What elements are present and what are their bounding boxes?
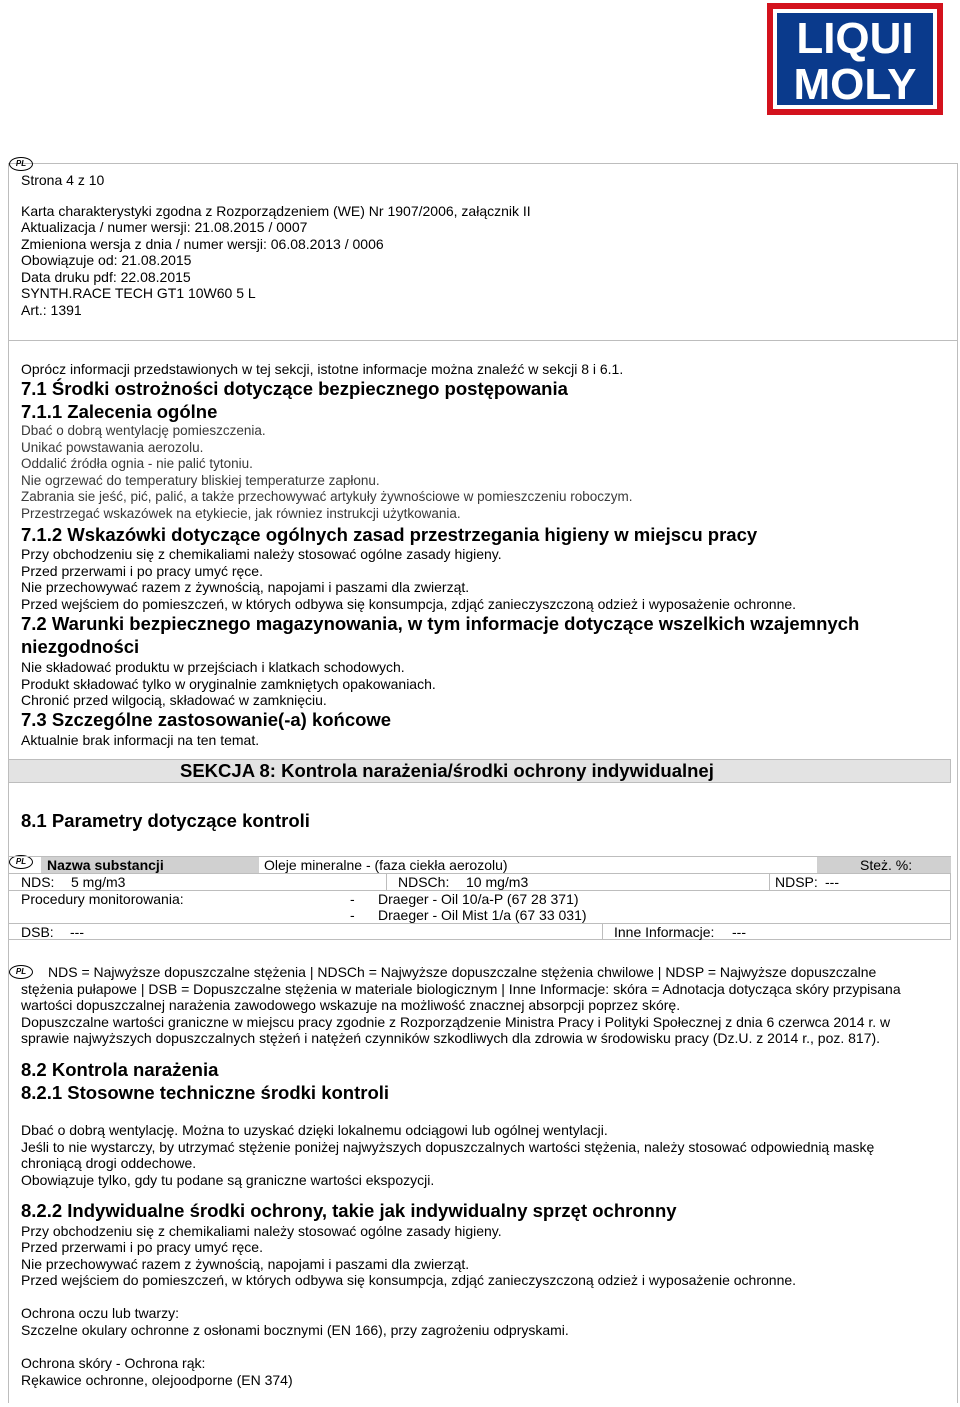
monitoring-label: Procedury monitorowania: <box>21 891 184 907</box>
nds-value: 5 mg/m3 <box>71 874 126 890</box>
valid-from: Obowiązuje od: 21.08.2015 <box>21 252 192 268</box>
ndsp-label: NDSP: <box>775 874 818 890</box>
p712-line: Przy obchodzeniu się z chemikaliami należy stosować ogólne zasady higieny. <box>21 546 502 562</box>
p822-line: Przed wejściem do pomieszczeń, w których odbywa się konsumpcja, zdjąć zanieczyszczoną odzież i wyposażenie ochronne. <box>21 1272 797 1288</box>
page-number: Strona 4 z 10 <box>21 172 105 188</box>
p711-line: Unikać powstawania aerozolu. <box>21 440 204 455</box>
nds-label: NDS: <box>21 874 55 890</box>
pl-badge: PL <box>9 157 33 171</box>
p821-line: chroniącą drogi oddechowe. <box>21 1155 197 1171</box>
heading-7-3: 7.3 Szczególne zastosowanie(-a) końcowe <box>21 709 392 730</box>
table-rule <box>769 874 770 891</box>
p72-line: Chronić przed wilgocią, składować w zamknięciu. <box>21 692 327 708</box>
table-rule <box>9 923 950 924</box>
skin-protection-text: Rękawice ochronne, olejoodporne (EN 374) <box>21 1372 293 1388</box>
note-line: sprawie najwyższych dopuszczalnych stężeń i natężeń czynników szkodliwych dla zdrowia w środowisku pracy (Dz.U. z 2014 r., poz. 817). <box>21 1030 881 1046</box>
p712-line: Przed wejściem do pomieszczeń, w których odbywa się konsumpcja, zdjąć zanieczyszczoną odzież i wyposażenie ochronne. <box>21 596 797 612</box>
note-line: stężenia pułapowe | DSB = Dopuszczalne stężenia w materiale biologicznym | Inne Informacje: skóra = Adnotacja dotycząca skóry przypisana <box>21 981 901 997</box>
exposure-limits-table <box>8 856 951 940</box>
heading-7-2: 7.2 Warunki bezpiecznego magazynowania, w tym informacje dotyczące wszelkich wzajemnych <box>21 613 860 634</box>
note-line: wartości dopuszczalnej narażenia zawodowego wskazuje na możliwość znacznej absorpcji poprzez skórę. <box>21 997 681 1013</box>
p821-line: Jeśli to nie wystarczy, by utrzymać stężenie poniżej najwyższych dopuszczalnych wartości stężenia, należy stosować odpowiednią maskę <box>21 1139 875 1155</box>
ndsp-value: --- <box>825 874 839 890</box>
heading-8-1: 8.1 Parametry dotyczące kontroli <box>21 810 310 831</box>
dash: - <box>350 891 355 907</box>
p72-line: Nie składować produktu w przejściach i klatkach schodowych. <box>21 659 405 675</box>
pl-badge: PL <box>9 965 33 979</box>
logo-text-bottom: MOLY <box>793 60 917 109</box>
p711-line: Oddalić źródła ognia - nie palić tytoniu. <box>21 456 253 471</box>
p712-line: Przed przerwami i po pracy umyć ręce. <box>21 563 263 579</box>
heading-7-1-2: 7.1.2 Wskazówki dotyczące ogólnych zasad przestrzegania higieny w miejscu pracy <box>21 524 758 545</box>
liqui-moly-logo <box>767 3 943 115</box>
p711-line: Nie ogrzewać do temperatury bliskiej temperaturze zapłonu. <box>21 473 380 488</box>
heading-7-2-cont: niezgodności <box>21 636 140 657</box>
header-separator <box>8 340 958 341</box>
heading-7-1-1: 7.1.1 Zalecenia ogólne <box>21 401 218 422</box>
inne-value: --- <box>732 924 746 940</box>
s7-intro: Oprócz informacji przedstawionych w tej sekcji, istotne informacje można znaleźć w sekcji 8 i 6.1. <box>21 361 624 377</box>
p711-line: Dbać o dobrą wentylację pomieszczenia. <box>21 423 266 438</box>
monitoring-method-1: Draeger - Oil 10/a-P (67 28 371) <box>378 891 579 907</box>
table-rule <box>602 924 603 940</box>
p822-line: Nie przechowywać razem z żywnością, napojami i paszami dla zwierząt. <box>21 1256 470 1272</box>
p712-line: Nie przechowywać razem z żywnością, napojami i paszami dla zwierząt. <box>21 579 470 595</box>
p821-line: Obowiązuje tylko, gdy tu podane są graniczne wartości ekspozycji. <box>21 1172 435 1188</box>
substance-value: Oleje mineralne - (faza ciekła aerozolu) <box>264 857 508 873</box>
section-8-title: SEKCJA 8: Kontrola narażenia/środki ochrony indywidualnej <box>180 760 714 781</box>
heading-8-2-1: 8.2.1 Stosowne techniczne środki kontroli <box>21 1082 390 1103</box>
ndsch-value: 10 mg/m3 <box>466 874 529 890</box>
dash: - <box>350 907 355 923</box>
heading-7-1: 7.1 Środki ostrożności dotyczące bezpiecznego postępowania <box>21 378 568 399</box>
monitoring-method-2: Draeger - Oil Mist 1/a (67 33 031) <box>378 907 587 923</box>
product-name: SYNTH.RACE TECH GT1 10W60 5 L <box>21 285 256 301</box>
col-concentration: Steż. %: <box>860 857 913 873</box>
eye-protection-label: Ochrona oczu lub twarzy: <box>21 1305 179 1321</box>
logo-text-top: LIQUI <box>796 14 914 63</box>
note-line: Dopuszczalne wartości graniczne w miejscu pracy zgodnie z Rozporządzenie Ministra Pracy i Polityki Społecznej z dnia 6 czerwca 2014 r. w <box>21 1014 891 1030</box>
p822-line: Przy obchodzeniu się z chemikaliami należy stosować ogólne zasady higieny. <box>21 1223 502 1239</box>
eye-protection-text: Szczelne okulary ochronne z osłonami bocznymi (EN 166), przy zagrożeniu odpryskami. <box>21 1322 569 1338</box>
p711-line: Przestrzegać wskazówek na etykiecie, jak równiez instrukcji użytkowania. <box>21 506 461 521</box>
p711-line: Zabrania sie jeść, pić, palić, a także przechowywać artykuły żywnościowe w pomieszczeniu roboczym. <box>21 489 633 504</box>
print-date: Data druku pdf: 22.08.2015 <box>21 269 191 285</box>
p822-line: Przed przerwami i po pracy umyć ręce. <box>21 1239 263 1255</box>
ndsch-label: NDSCh: <box>398 874 450 890</box>
p72-line: Produkt składować tylko w oryginalnie zamkniętych opakowaniach. <box>21 676 436 692</box>
dsb-value: --- <box>70 924 84 940</box>
pl-badge: PL <box>9 855 33 869</box>
col-substance-name: Nazwa substancji <box>47 857 164 873</box>
heading-8-2: 8.2 Kontrola narażenia <box>21 1059 219 1080</box>
dsb-label: DSB: <box>21 924 54 940</box>
version-previous: Zmieniona wersja z dnia / numer wersji: 06.08.2013 / 0006 <box>21 236 384 252</box>
inne-label: Inne Informacje: <box>614 924 715 940</box>
article-number: Art.: 1391 <box>21 302 82 318</box>
p821-line: Dbać o dobrą wentylację. Można to uzyskać dzięki lokalnemu odciągowi lub ogólnej wentylacji. <box>21 1122 608 1138</box>
heading-8-2-2: 8.2.2 Indywidualne środki ochrony, takie jak indywidualny sprzęt ochronny <box>21 1200 677 1221</box>
table-rule <box>386 874 387 891</box>
version-current: Aktualizacja / numer wersji: 21.08.2015 / 0007 <box>21 219 308 235</box>
skin-protection-label: Ochrona skóry - Ochrona rąk: <box>21 1355 206 1371</box>
note-line: NDS = Najwyższe dopuszczalne stężenia | NDSCh = Najwyższe dopuszczalne stężenia chwilowe | NDSP = Najwyższe dopuszczalne <box>48 964 877 980</box>
p73: Aktualnie brak informacji na ten temat. <box>21 732 260 748</box>
doc-title: Karta charakterystyki zgodna z Rozporządzeniem (WE) Nr 1907/2006, załącznik II <box>21 203 531 219</box>
